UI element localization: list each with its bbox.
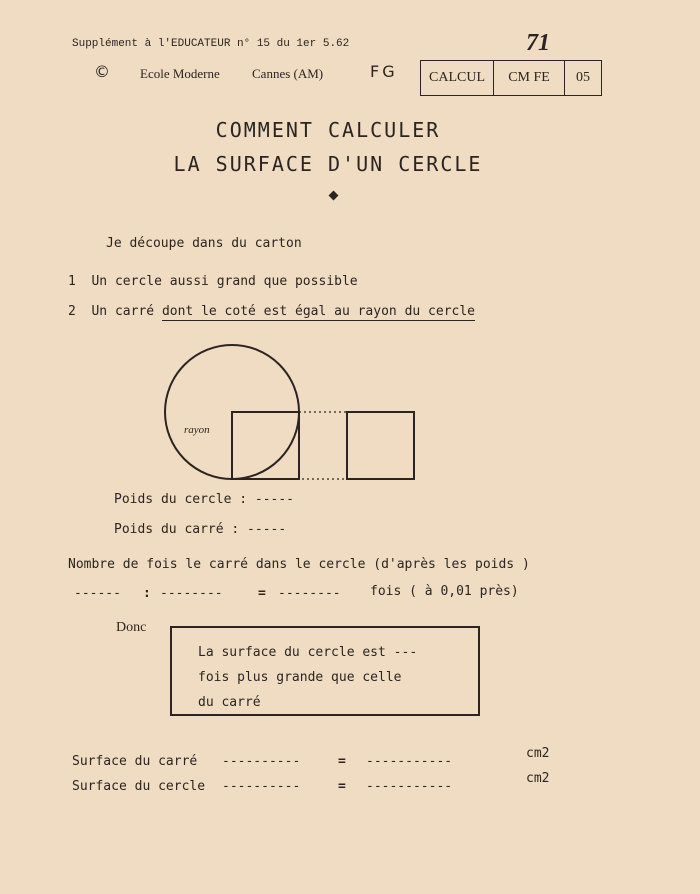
page-title-line1: COMMENT CALCULER	[215, 118, 441, 142]
conclusion-line: du carré	[198, 695, 261, 710]
ref-subject: CALCUL	[421, 61, 494, 95]
supplement-line: Supplément à l'EDUCATEUR n° 15 du 1er 5.62	[72, 38, 350, 50]
surface-circle-blank-1: ----------	[222, 779, 301, 794]
ratio-divide: :	[143, 586, 151, 601]
ratio-equals: =	[258, 586, 266, 601]
ratio-blank-b: --------	[160, 586, 223, 601]
copyright-icon: ©	[94, 62, 110, 81]
ref-level: CM FE	[494, 61, 565, 95]
city-name: Cannes (AM)	[252, 66, 324, 81]
cut-square	[347, 412, 414, 479]
surface-circle-unit: cm2	[526, 771, 550, 786]
surface-circle-label: Surface du cercle	[72, 779, 206, 794]
ref-number: 05	[576, 70, 590, 85]
surface-square-blank-2: -----------	[366, 754, 453, 769]
conclusion-box	[170, 626, 480, 716]
step-2-text: Un carré	[91, 304, 155, 319]
radius-label: rayon	[184, 424, 210, 436]
surface-square-label: Surface du carré	[72, 754, 198, 769]
weight-square: Poids du carré : -----	[114, 522, 287, 537]
surface-square-blank-1: ----------	[222, 754, 301, 769]
surface-square-unit: cm2	[526, 746, 550, 761]
step-2-underlined-text: dont le coté est égal au rayon du cercle	[161, 304, 476, 319]
surface-circle-equals: =	[338, 779, 346, 794]
author-initials: FG	[370, 62, 398, 81]
surface-square-equals: =	[338, 754, 346, 769]
step-1-number: 1	[68, 274, 76, 289]
conclusion-line: La surface du cercle est ---	[198, 645, 418, 660]
ratio-suffix: fois ( à 0,01 près)	[370, 584, 519, 599]
page-title-line2: LA SURFACE D'UN CERCLE	[173, 152, 483, 176]
conclusion-line: fois plus grande que celle	[198, 670, 402, 685]
ratio-blank-c: --------	[278, 586, 341, 601]
surface-circle-blank-2: -----------	[366, 779, 453, 794]
school-name: Ecole Moderne	[140, 66, 220, 81]
intro-text: Je découpe dans du carton	[106, 236, 302, 251]
step-1-text: Un cercle aussi grand que possible	[91, 274, 358, 289]
donc-label: Donc	[116, 620, 147, 635]
ratio-blank-a: ------	[74, 586, 121, 601]
handwritten-number: 71	[526, 30, 550, 56]
ratio-question: Nombre de fois le carré dans le cercle (d'après les poids )	[68, 557, 530, 572]
weight-circle: Poids du cercle : -----	[114, 492, 295, 507]
step-2-number: 2	[68, 304, 76, 319]
